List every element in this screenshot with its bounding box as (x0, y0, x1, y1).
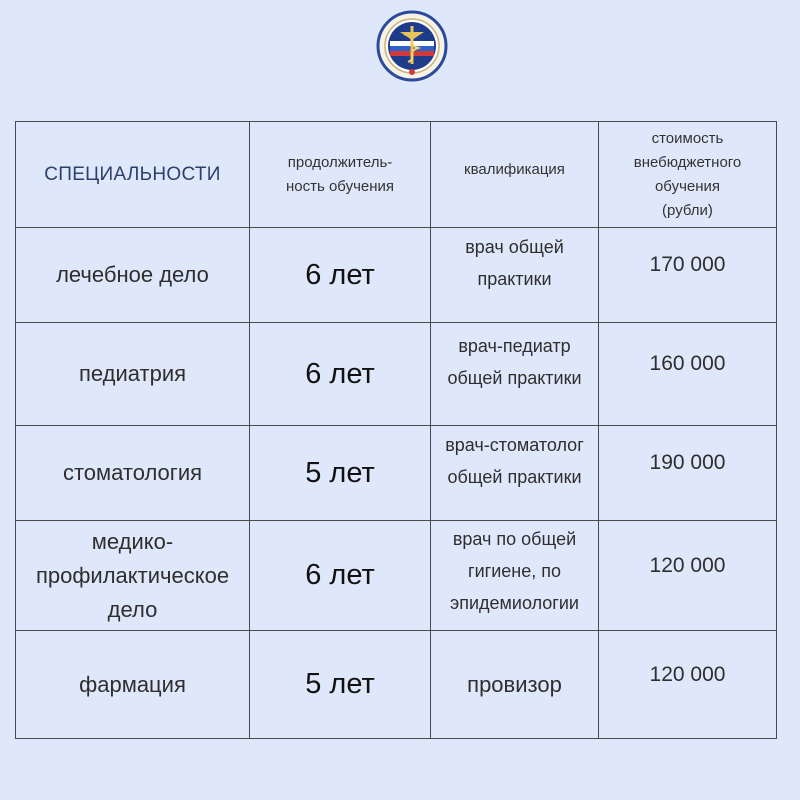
table-row (16, 521, 777, 631)
specialty-cell: стоматология (16, 426, 250, 521)
header-cost: стоимость внебюджетного обучения (рубли) (599, 122, 777, 228)
qualification-cell: врач по общей гигиене, по эпидемиологии (431, 521, 599, 631)
qualification-cell: провизор (431, 631, 599, 739)
table-row (16, 323, 777, 426)
qualification-cell: врач-стоматолог общей практики (431, 426, 599, 521)
price-cell: 190 000 (599, 426, 777, 521)
duration-cell: 6 лет (250, 521, 431, 631)
price-cell: 120 000 (599, 521, 777, 631)
specialty-cell: фармация (16, 631, 250, 739)
price-cell: 170 000 (599, 228, 777, 323)
header-qualification: квалификация (431, 122, 599, 228)
duration-cell: 6 лет (250, 228, 431, 323)
specialties-table (15, 121, 777, 739)
table-header-row (16, 122, 777, 228)
header-duration: продолжитель- ность обучения (250, 122, 431, 228)
table-row (16, 228, 777, 323)
specialty-cell: педиатрия (16, 323, 250, 426)
specialty-cell: лечебное дело (16, 228, 250, 323)
qualification-cell: врач-педиатр общей практики (431, 323, 599, 426)
price-cell: 120 000 (599, 631, 777, 739)
duration-cell: 6 лет (250, 323, 431, 426)
university-emblem-icon (376, 10, 448, 82)
duration-cell: 5 лет (250, 426, 431, 521)
price-cell: 160 000 (599, 323, 777, 426)
specialty-cell: медико- профилактическое дело (16, 521, 250, 631)
header-specialties: СПЕЦИАЛЬНОСТИ (16, 122, 250, 228)
qualification-cell: врач общей практики (431, 228, 599, 323)
table-row (16, 631, 777, 739)
table-row (16, 426, 777, 521)
duration-cell: 5 лет (250, 631, 431, 739)
